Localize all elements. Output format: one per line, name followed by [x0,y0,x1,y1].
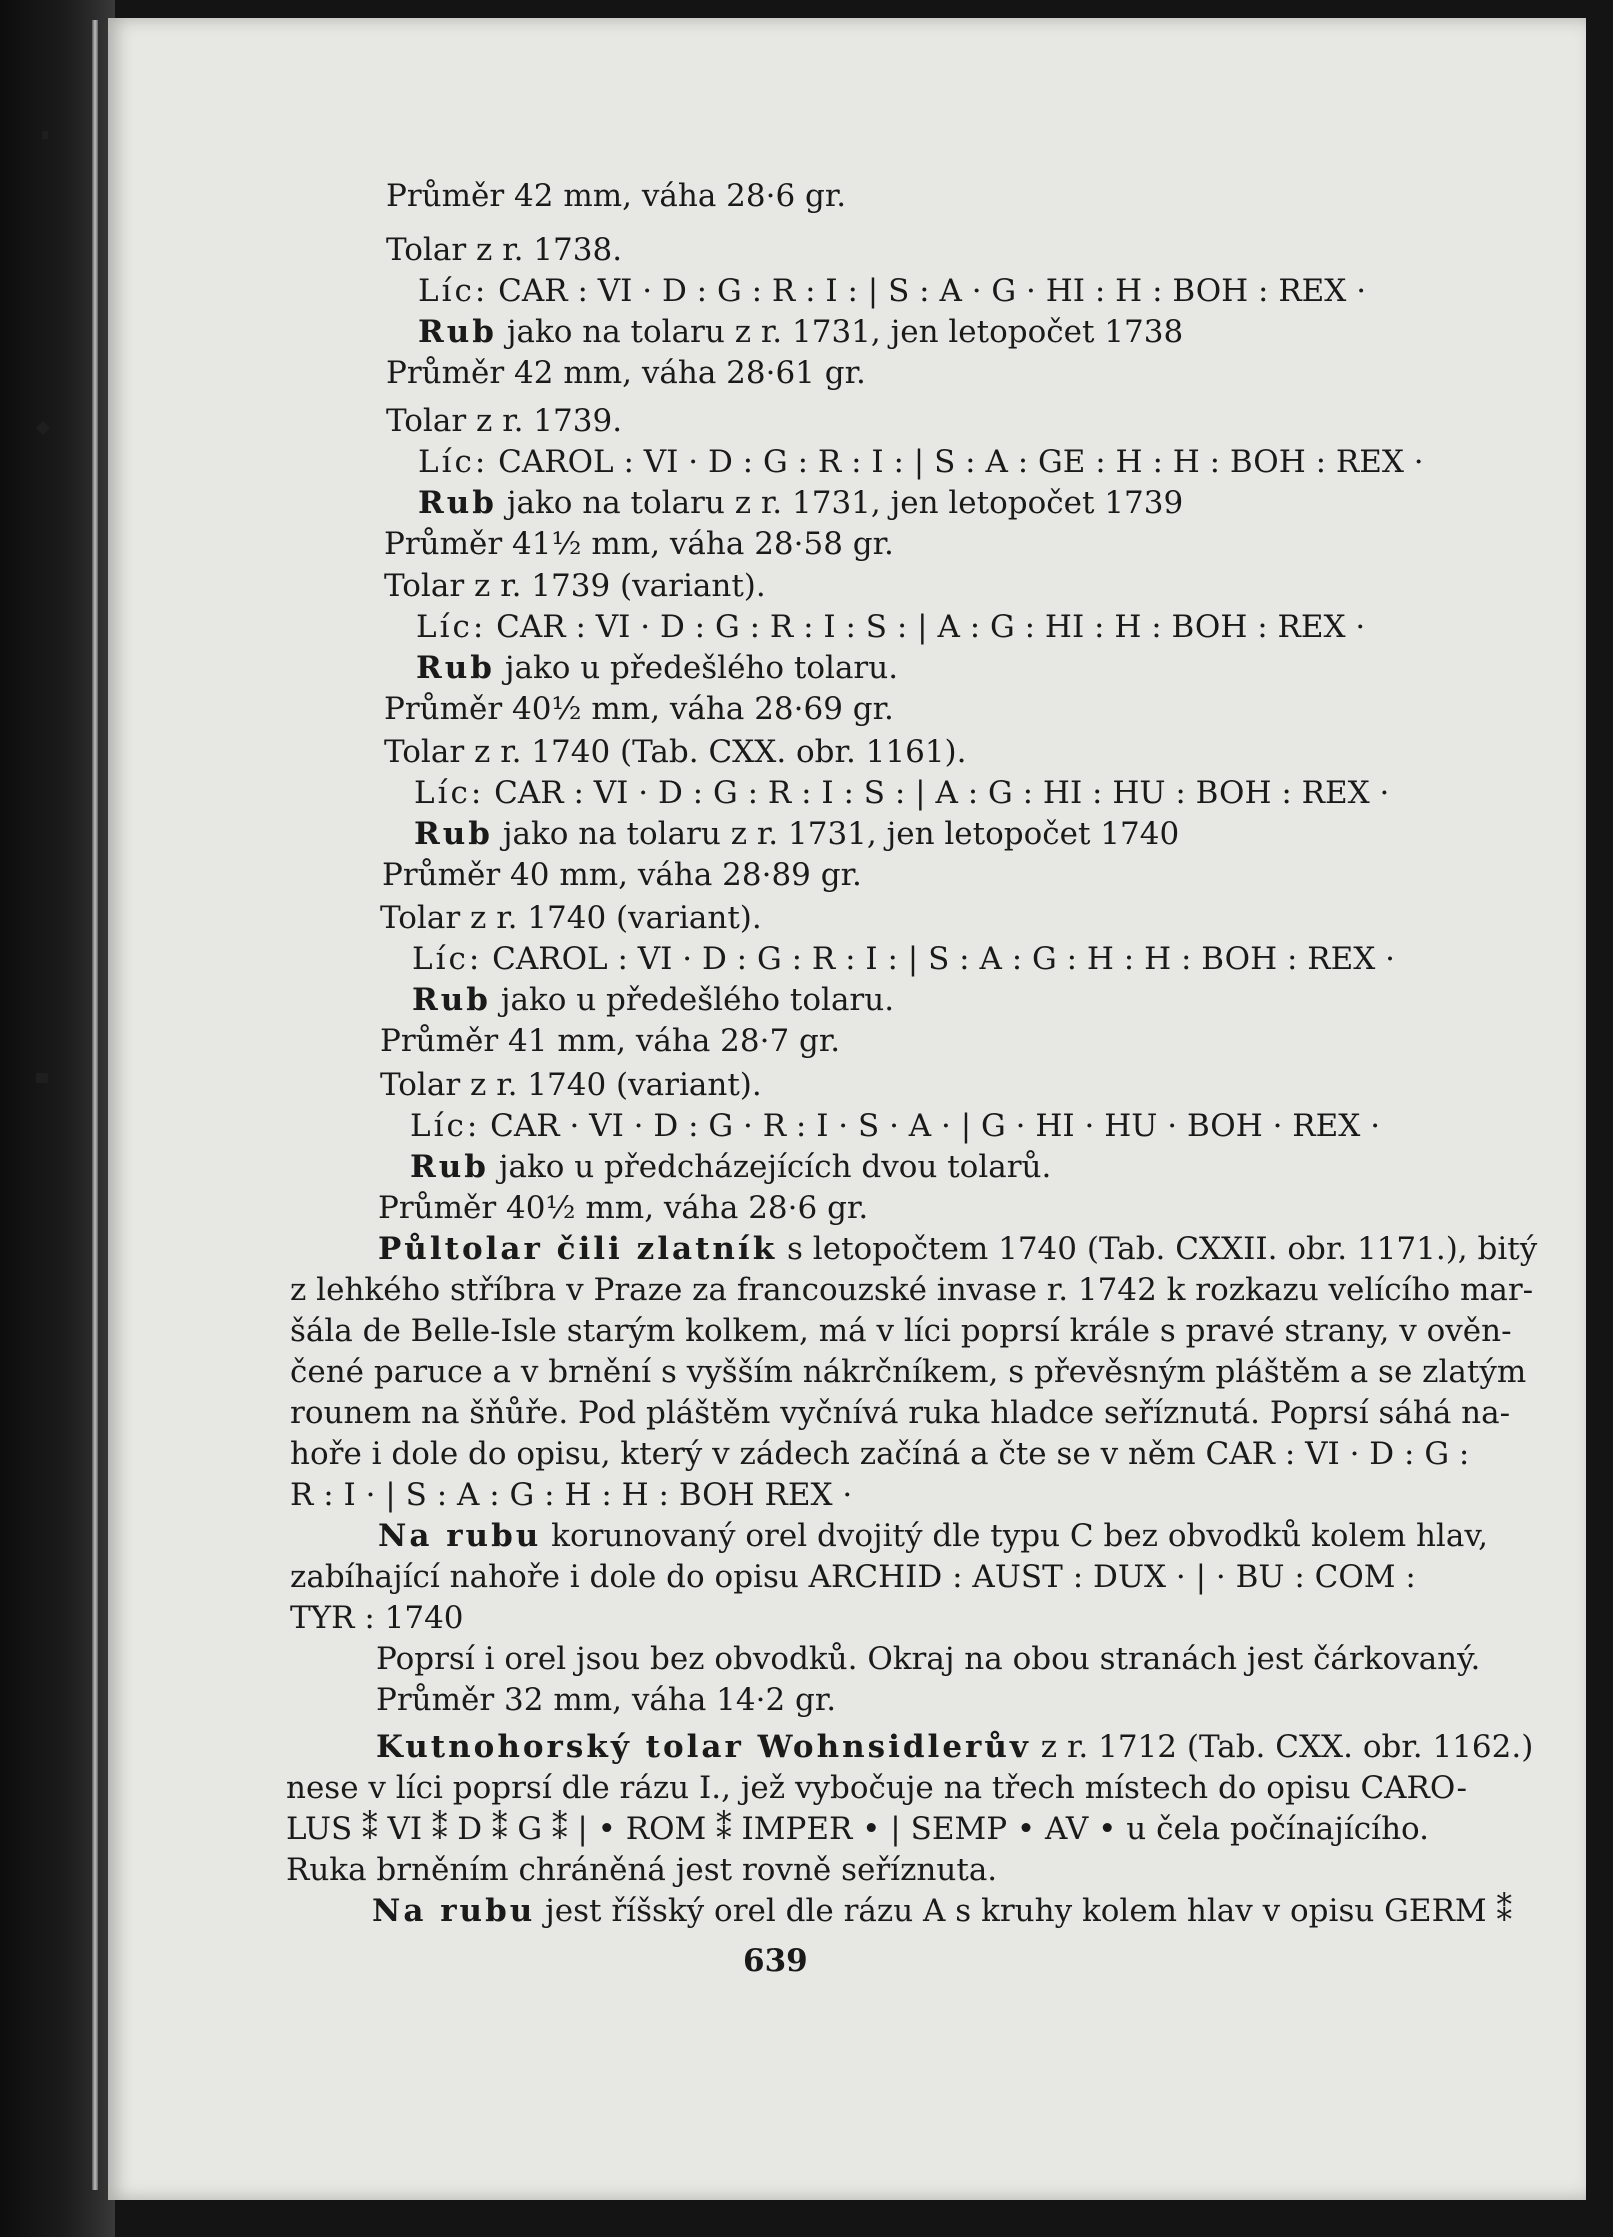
rub-text: jako u předešlého tolaru. [504,650,899,686]
lic-label: Líc: [418,273,489,309]
pultolar-line: čené paruce a v brnění s vyšším nákrčníkem, s převěsným pláštěm a se zlatým [290,1354,1527,1390]
pultolar-prumer: Průměr 32 mm, váha 14·2 gr. [376,1682,837,1718]
lic-label: Líc: [412,941,483,977]
pultolar-rub-line: TYR : 1740 [290,1600,464,1636]
entry-lic [418,444,1424,480]
entry-line: Průměr 42 mm, váha 28·6 gr. [386,178,847,214]
kutnohorsky-term: Kutnohorský tolar Wohnsidlerův [376,1729,1031,1765]
lic-label: Líc: [414,775,485,811]
entry-line: Tolar z r. 1739 (variant). [384,568,766,604]
entry-rub [418,314,1183,350]
entry-lic [410,1108,1380,1144]
entry-line: Průměr 40 mm, váha 28·89 gr. [382,857,862,893]
kutnohorsky-line: LUS ⁑ VI ⁑ D ⁑ G ⁑ | • ROM ⁑ IMPER • | SEMP • AV • u čela počínajícího. [286,1811,1430,1847]
kutnohorsky-line: z r. 1712 (Tab. CXX. obr. 1162.) [1040,1729,1534,1765]
pultolar-first-line [378,1231,1537,1267]
pultolar-line: hoře i dole do opisu, který v zádech začíná a čte se v něm CAR : VI · D : G : [290,1436,1470,1472]
entry-line: Průměr 40½ mm, váha 28·69 gr. [384,691,894,727]
lic-label: Líc: [418,444,489,480]
rub-text: jako na tolaru z r. 1731, jen letopočet 1740 [502,816,1180,852]
entry-line: Tolar z r. 1738. [386,232,623,268]
entry-line: Tolar z r. 1740 (variant). [380,900,762,936]
entry-rub [410,1149,1051,1185]
kutnohorsky-rub-line [372,1893,1512,1929]
rub-label: Rub [416,650,495,686]
entry-rub [418,485,1183,521]
lic-text: CAROL : VI · D : G : R : I : | S : A : G : H : H : BOH : REX · [492,941,1396,977]
entry-rub [416,650,898,686]
rub-label: Rub [418,314,497,350]
rub-text: jako na tolaru z r. 1731, jen letopočet 1738 [506,314,1184,350]
kutnohorsky-rub-term: Na rubu [372,1893,536,1929]
rub-label: Rub [418,485,497,521]
kutnohorsky-line: Ruka brněním chráněná jest rovně seříznuta. [286,1852,998,1888]
rub-text: jako na tolaru z r. 1731, jen letopočet 1739 [506,485,1184,521]
kutnohorsky-first-line [376,1729,1533,1765]
pultolar-line: R : I · | S : A : G : H : H : BOH REX · [290,1477,853,1513]
gutter-edge [92,20,98,2190]
lic-text: CAR : VI · D : G : R : I : S : | A : G : HI : HU : BOH : REX · [494,775,1390,811]
lic-text: CAR : VI · D : G : R : I : | S : A · G · HI : H : BOH : REX · [498,273,1367,309]
rub-label: Rub [414,816,493,852]
pultolar-rub-line: korunovaný orel dvojitý dle typu C bez obvodků kolem hlav, [551,1518,1489,1554]
pultolar-rub-first-line [378,1518,1488,1554]
entry-line: Průměr 41½ mm, váha 28·58 gr. [384,526,894,562]
kutnohorsky-line: nese v líci poprsí dle rázu I., jež vybočuje na třech místech do opisu CARO- [286,1770,1467,1806]
entry-lic [416,609,1365,645]
rub-text: jako u předešlého tolaru. [500,982,895,1018]
lic-text: CAR : VI · D : G : R : I : S : | A : G : HI : H : BOH : REX · [496,609,1366,645]
pultolar-poprsi: Poprsí i orel jsou bez obvodků. Okraj na obou stranách jest čárkovaný. [376,1641,1481,1677]
entry-line: Tolar z r. 1740 (Tab. CXX. obr. 1161). [384,734,967,770]
entry-line: Průměr 42 mm, váha 28·61 gr. [386,355,866,391]
rub-label: Rub [412,982,491,1018]
page-number: 639 [743,1943,808,1979]
pultolar-rub-line: zabíhající nahoře i dole do opisu ARCHID : AUST : DUX · | · BU : COM : [290,1559,1416,1595]
lic-text: CAROL : VI · D : G : R : I : | S : A : GE : H : H : BOH : REX · [498,444,1424,480]
lic-label: Líc: [410,1108,481,1144]
book-page [108,18,1586,2200]
pultolar-rub-term: Na rubu [378,1518,542,1554]
entry-lic [414,775,1389,811]
entry-line: Tolar z r. 1739. [386,403,623,439]
entry-line: Průměr 41 mm, váha 28·7 gr. [380,1023,841,1059]
margin-speck [42,131,48,139]
pultolar-line: z lehkého stříbra v Praze za francouzské invase r. 1742 k rozkazu velícího mar- [290,1272,1534,1308]
entry-line: Tolar z r. 1740 (variant). [380,1067,762,1103]
entry-rub [414,816,1179,852]
pultolar-term: Půltolar čili zlatník [378,1231,778,1267]
pultolar-line: rounem na šňůře. Pod pláštěm vyčnívá ruka hladce seříznutá. Poprsí sáhá na- [290,1395,1511,1431]
entry-lic [418,273,1366,309]
rub-text: jako u předcházejících dvou tolarů. [498,1149,1052,1185]
rub-label: Rub [410,1149,489,1185]
entry-rub [412,982,894,1018]
lic-label: Líc: [416,609,487,645]
lic-text: CAR · VI · D : G · R : I · S · A · | G · HI · HU · BOH · REX · [490,1108,1381,1144]
entry-line: Průměr 40½ mm, váha 28·6 gr. [378,1190,869,1226]
entry-lic [412,941,1395,977]
pultolar-line: šála de Belle-Isle starým kolkem, má v líci poprsí krále s pravé strany, v ověn- [290,1313,1512,1349]
pultolar-line: s letopočtem 1740 (Tab. CXXII. obr. 1171.), bitý [787,1231,1538,1267]
margin-speck [36,1073,48,1083]
kutnohorsky-rub-text: jest říšský orel dle rázu A s kruhy kolem hlav v opisu GERM ⁑ [545,1893,1512,1929]
